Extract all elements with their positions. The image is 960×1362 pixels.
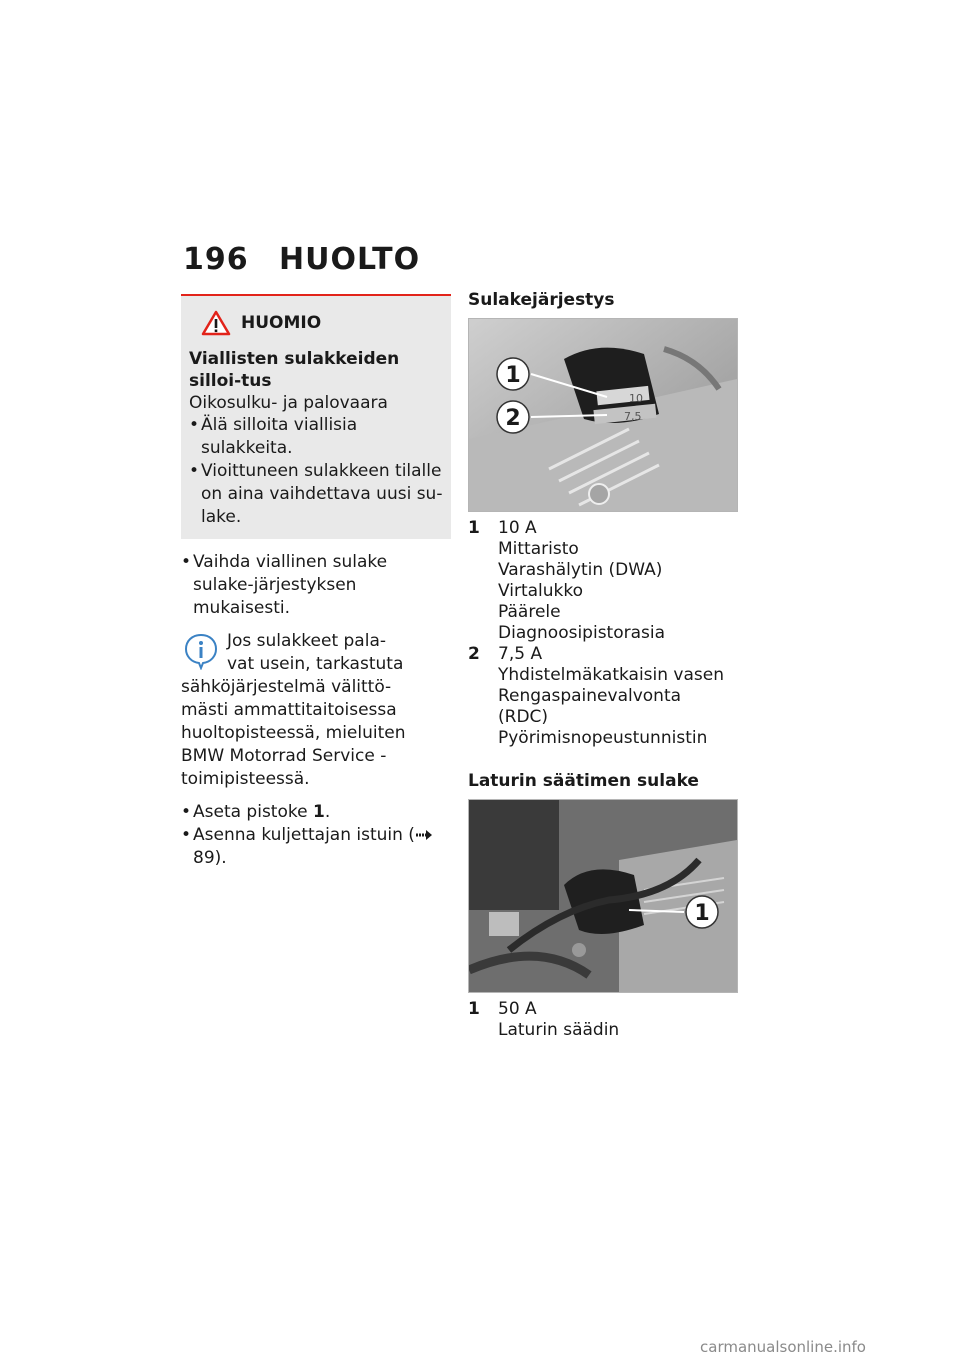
watermark: carmanualsonline.info <box>700 1338 866 1356</box>
callout-label: 1 <box>505 363 521 388</box>
warning-bullet: • Älä silloita viallisia sulakkeita. <box>189 415 358 458</box>
page-number: 196 <box>183 242 249 277</box>
warning-box <box>181 294 451 539</box>
page-reference-arrow-icon <box>415 829 433 841</box>
warning-bullet: • Vioittuneen sulakkeen tilalle on aina vaihdettava uusi su-lake. <box>189 461 443 527</box>
info-line: vat usein, tarkastuta <box>227 654 404 674</box>
regulator-legend <box>468 999 740 1041</box>
info-line: Jos sulakkeet pala- <box>227 631 387 651</box>
section-title: HUOLTO <box>279 242 421 277</box>
info-line: sähköjärjestelmä välittö- <box>181 677 392 697</box>
step-item: • Asenna kuljettajan istuin ( 89). <box>181 824 451 870</box>
regulator-fuse-image <box>468 799 738 993</box>
right-column <box>468 290 740 1041</box>
callout-label: 2 <box>505 406 521 431</box>
legend-item: 2 7,5 A Yhdistelmäkatkaisin vasen Rengaspainevalvonta (RDC) Pyörimisnopeustunnistin <box>468 644 724 748</box>
fuse-layout-image <box>468 318 738 512</box>
legend-item: 1 10 A Mittaristo Varashälytin (DWA) Virtalukko Päärele Diagnoosipistorasia <box>468 518 666 643</box>
fuse-legend <box>468 518 740 749</box>
callout-label: 1 <box>694 901 710 926</box>
steps-top <box>181 551 451 620</box>
info-line: huoltopisteessä, mieluiten <box>181 723 406 743</box>
warning-label: HUOMIO <box>241 313 322 333</box>
page-header <box>183 242 420 277</box>
step-item: • Vaihda viallinen sulake sulake-järjestyksen mukaisesti. <box>181 552 388 618</box>
regulator-fuse-title: Laturin säätimen sulake <box>468 771 699 791</box>
warning-text: Oikosulku- ja palovaara <box>189 393 388 413</box>
info-line: mästi ammattitaitoisessa <box>181 700 397 720</box>
fuse-layout-title: Sulakejärjestys <box>468 290 615 310</box>
info-line: BMW Motorrad Service - <box>181 746 387 766</box>
warning-title: Viallisten sulakkeiden silloi-tus <box>189 349 400 391</box>
steps-bottom <box>181 801 451 870</box>
fuse-marking: 7,5 <box>624 410 642 423</box>
left-column <box>181 294 451 870</box>
step-item: • Aseta pistoke 1. <box>181 802 331 822</box>
info-icon <box>183 632 219 670</box>
info-line: toimipisteessä. <box>181 769 310 789</box>
info-note <box>181 630 451 791</box>
fuse-marking: 10 <box>629 392 643 405</box>
warning-header <box>201 310 443 336</box>
legend-item: 1 50 A Laturin säädin <box>468 999 620 1040</box>
warning-triangle-icon <box>201 310 231 336</box>
